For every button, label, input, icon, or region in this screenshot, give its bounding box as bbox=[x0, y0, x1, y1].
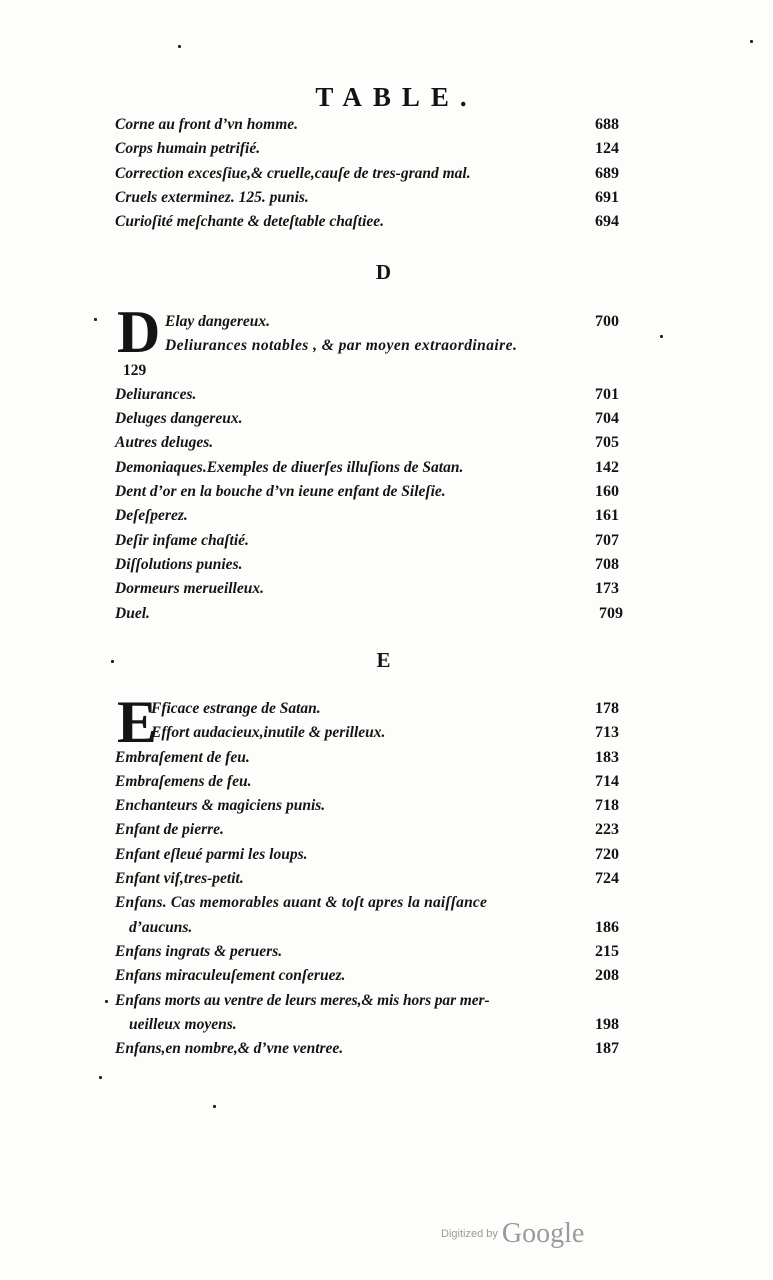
index-entry: ueilleux moyens. 198 bbox=[129, 1015, 619, 1033]
section-c-entries bbox=[115, 113, 623, 234]
index-entry: Enfant de pierre. 223 bbox=[115, 821, 619, 839]
index-entry: Enfans,en nombre,& d’vne ventree. 187 bbox=[115, 1040, 619, 1058]
scan-speck bbox=[178, 45, 181, 48]
index-entry: Diſſolutions punies. 708 bbox=[115, 555, 619, 573]
page-title: TABLE. bbox=[315, 82, 478, 112]
google-logo: Google bbox=[501, 1218, 585, 1249]
index-entry: Corps humain petrifié. 124 bbox=[115, 140, 619, 158]
index-entry: Embraſemens de feu. 714 bbox=[115, 772, 619, 790]
index-entry: Dent d’or en la bouche d’vn ieune enfant de Sileſie. 160 bbox=[115, 483, 619, 501]
dropcap-e: E bbox=[117, 689, 158, 755]
index-entry: Enfans ingrats & peruers. 215 bbox=[115, 942, 619, 960]
index-entry: Deliurances notables , & par moyen extraordinaire. bbox=[165, 337, 518, 355]
scan-speck bbox=[660, 335, 663, 338]
index-entry: Deliurances. 701 bbox=[115, 385, 619, 403]
scan-speck bbox=[111, 660, 114, 663]
index-entry: 129 bbox=[123, 361, 147, 379]
index-entry: Cruels exterminez. 125. punis. 691 bbox=[115, 188, 619, 206]
section-letter-e: E bbox=[376, 648, 391, 672]
index-entry: Deſir infame chaſtié. 707 bbox=[115, 531, 619, 549]
index-entry: Enfans morts au ventre de leurs meres,& mis hors par mer- bbox=[115, 991, 490, 1009]
section-letter-d: D bbox=[375, 260, 392, 284]
index-entry: Embraſement de feu. 183 bbox=[115, 748, 619, 766]
index-entry: Elay dangereux. 700 bbox=[165, 313, 619, 330]
index-entry: Dormeurs merueilleux. 173 bbox=[115, 580, 619, 598]
index-entry: Curioſité meſchante & deteſtable chaſtiee. 694 bbox=[115, 213, 619, 231]
index-entry: Deſeſperez. 161 bbox=[115, 507, 619, 525]
index-entry: Effort audacieux,inutile & perilleux. 713 bbox=[151, 724, 619, 742]
index-entry: Fficace estrange de Satan. 178 bbox=[151, 700, 619, 717]
index-entry: Demoniaques.Exemples de diuerſes illuſions de Satan. 142 bbox=[115, 458, 619, 476]
index-entry: d’aucuns. 186 bbox=[129, 918, 619, 936]
scan-speck bbox=[213, 1105, 216, 1108]
index-entry: Deluges dangereux. 704 bbox=[115, 410, 619, 428]
index-entry: Enfant eſleué parmi les loups. 720 bbox=[115, 845, 619, 863]
index-entry: Enchanteurs & magiciens punis. 718 bbox=[115, 797, 619, 815]
index-entry: Enfans. Cas memorables auant & toſt apres la naiſſance bbox=[115, 894, 488, 912]
index-entry: Enfans miraculeuſement conſeruez. 208 bbox=[115, 967, 619, 985]
index-entry: Duel. 709 bbox=[115, 604, 623, 622]
scan-speck bbox=[99, 1076, 102, 1079]
scan-speck bbox=[750, 40, 753, 43]
scan-speck bbox=[105, 1000, 108, 1003]
dropcap-d: D bbox=[117, 299, 161, 365]
index-entry: Corne au front d’vn homme. 688 bbox=[115, 116, 619, 133]
index-entry: Correction excesſiue,& cruelle,cauſe de tres-grand mal. 689 bbox=[115, 164, 619, 182]
scan-speck bbox=[94, 318, 97, 321]
google-watermark bbox=[441, 1218, 584, 1250]
section-e-entries bbox=[115, 689, 623, 1061]
index-entry: Enfant vif,tres-petit. 724 bbox=[115, 870, 619, 888]
digitized-label: Digitized by bbox=[441, 1228, 498, 1240]
section-d-entries bbox=[115, 310, 623, 626]
index-entry: Autres deluges. 705 bbox=[115, 434, 619, 452]
